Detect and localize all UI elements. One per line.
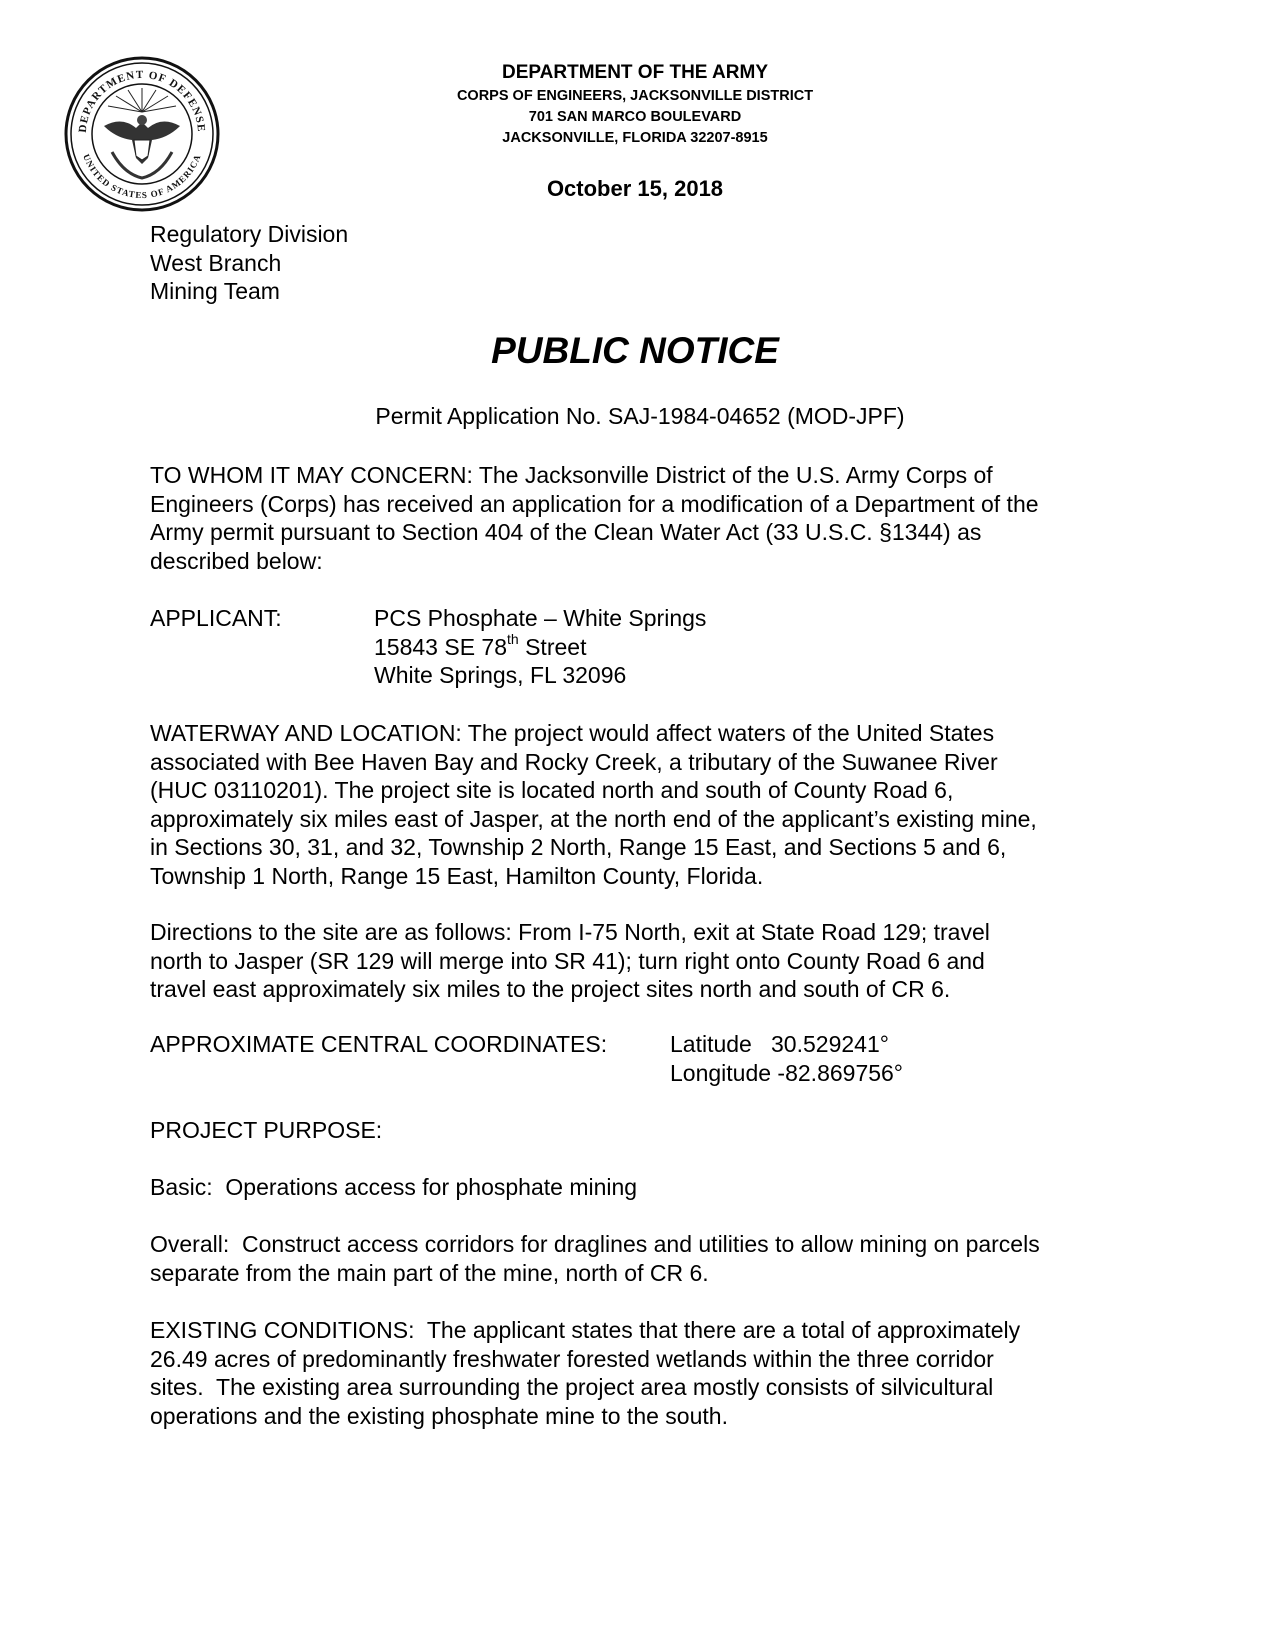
paragraph-line: associated with Bee Haven Bay and Rocky Creek, a tributary of the Suwanee River bbox=[150, 748, 998, 775]
department-of-defense-seal bbox=[64, 56, 220, 212]
overall-purpose bbox=[150, 1230, 1130, 1287]
division-block bbox=[150, 220, 1130, 306]
seal-bottom-text: UNITED STATES OF AMERICA bbox=[81, 152, 203, 201]
directions-paragraph bbox=[150, 918, 1130, 1004]
paragraph-line: operations and the existing phosphate mine to the south. bbox=[150, 1402, 728, 1429]
division-line: Mining Team bbox=[150, 278, 280, 304]
division-line: West Branch bbox=[150, 249, 282, 276]
notice-date: October 15, 2018 bbox=[546, 176, 724, 201]
applicant-name: PCS Phosphate – White Springs bbox=[374, 605, 707, 631]
division-line: Regulatory Division bbox=[150, 221, 349, 247]
letterhead-department: DEPARTMENT OF THE ARMY bbox=[502, 62, 768, 83]
coordinates-label: APPROXIMATE CENTRAL COORDINATES: bbox=[150, 1031, 608, 1057]
letterhead-street: 701 SAN MARCO BOULEVARD bbox=[528, 109, 742, 125]
letterhead bbox=[330, 60, 940, 149]
paragraph-line: described below: bbox=[150, 547, 323, 574]
paragraph-line: Engineers (Corps) has received an application for a modification of a Department of the bbox=[150, 490, 1039, 517]
coordinates-values bbox=[670, 1030, 903, 1087]
applicant-city: White Springs, FL 32096 bbox=[374, 662, 627, 688]
basic-purpose: Basic: Operations access for phosphate mining bbox=[150, 1174, 638, 1200]
letterhead-district: CORPS OF ENGINEERS, JACKSONVILLE DISTRICT bbox=[456, 88, 814, 104]
existing-conditions-paragraph bbox=[150, 1316, 1130, 1430]
longitude: Longitude -82.869756° bbox=[670, 1059, 904, 1086]
paragraph-line: separate from the main part of the mine, north of CR 6. bbox=[150, 1259, 709, 1286]
paragraph-line: 26.49 acres of predominantly freshwater forested wetlands within the three corridor bbox=[150, 1345, 994, 1372]
concern-paragraph bbox=[150, 461, 1130, 575]
paragraph-line: Army permit pursuant to Section 404 of the Clean Water Act (33 U.S.C. §1344) as bbox=[150, 519, 982, 545]
paragraph-line: WATERWAY AND LOCATION: The project would affect waters of the United States bbox=[150, 720, 995, 746]
applicant-address bbox=[374, 604, 706, 690]
paragraph-line: in Sections 30, 31, and 32, Township 2 North, Range 15 East, and Sections 5 and 6, bbox=[150, 834, 1007, 860]
paragraph-line: sites. The existing area surrounding the project area mostly consists of silvicultural bbox=[150, 1374, 994, 1400]
street-ordinal: th bbox=[507, 630, 519, 647]
paragraph-line: approximately six miles east of Jasper, at the north end of the applicant’s existing mine, bbox=[150, 805, 1037, 832]
applicant-label: APPLICANT: bbox=[150, 605, 282, 631]
paragraph-line: TO WHOM IT MAY CONCERN: The Jacksonville District of the U.S. Army Corps of bbox=[150, 462, 993, 488]
paragraph-line: EXISTING CONDITIONS: The applicant states that there are a total of approximately bbox=[150, 1317, 1021, 1343]
page-title: PUBLIC NOTICE bbox=[491, 330, 779, 371]
street-number: 15843 SE 78 bbox=[374, 633, 508, 660]
paragraph-line: (HUC 03110201). The project site is located north and south of County Road 6, bbox=[150, 777, 954, 803]
latitude: Latitude 30.529241° bbox=[670, 1031, 889, 1057]
paragraph-line: north to Jasper (SR 129 will merge into SR 41); turn right onto County Road 6 and bbox=[150, 947, 985, 974]
permit-number: Permit Application No. SAJ-1984-04652 (MOD-JPF) bbox=[375, 403, 905, 429]
street-suffix: Street bbox=[518, 633, 587, 660]
paragraph-line: Township 1 North, Range 15 East, Hamilton County, Florida. bbox=[150, 862, 764, 889]
paragraph-line: travel east approximately six miles to the project sites north and south of CR 6. bbox=[150, 976, 951, 1002]
waterway-paragraph bbox=[150, 719, 1130, 890]
letterhead-city: JACKSONVILLE, FLORIDA 32207-8915 bbox=[502, 130, 768, 146]
paragraph-line: Directions to the site are as follows: From I-75 North, exit at State Road 129; travel bbox=[150, 919, 990, 945]
seal-top-text: DEPARTMENT OF DEFENSE bbox=[76, 68, 208, 134]
applicant-street bbox=[374, 630, 706, 662]
paragraph-line: Overall: Construct access corridors for draglines and utilities to allow mining on parcels bbox=[150, 1231, 1040, 1257]
purpose-heading: PROJECT PURPOSE: bbox=[150, 1117, 383, 1143]
